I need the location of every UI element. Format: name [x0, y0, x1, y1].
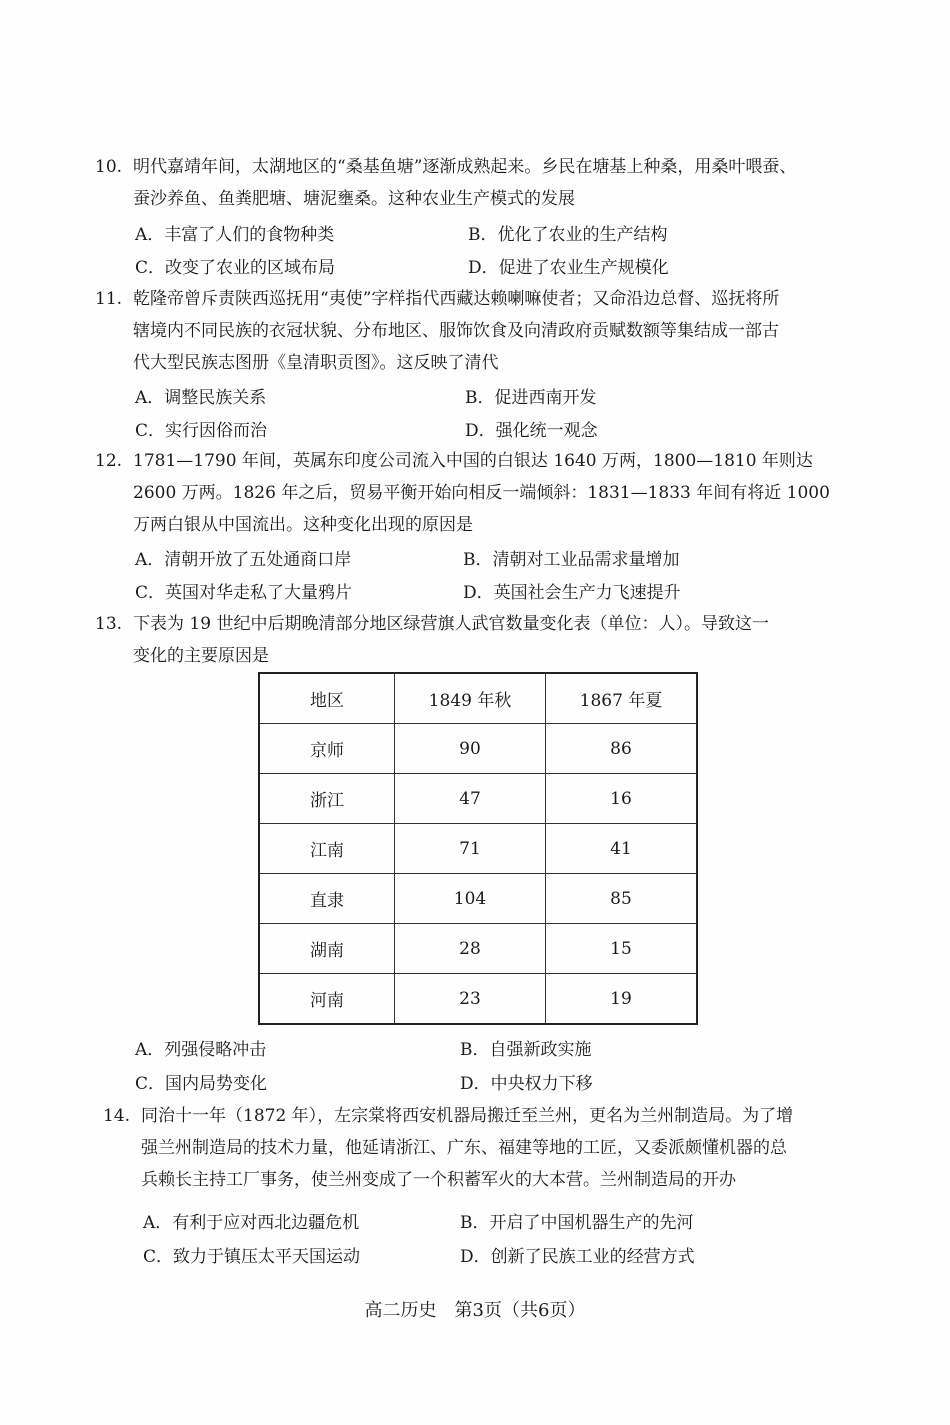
table-cell: 71	[395, 824, 546, 874]
table-cell: 直隶	[259, 874, 395, 924]
option-b[interactable]: B．开启了中国机器生产的先河	[460, 1213, 694, 1233]
option-b[interactable]: B．自强新政实施	[460, 1040, 592, 1060]
question-text: 1781—1790 年间，英属东印度公司流入中国的白银达 1640 万两，1800—1810 年则达	[133, 451, 813, 471]
option-d[interactable]: D．英国社会生产力飞速提升	[463, 583, 681, 603]
table-cell: 京师	[259, 724, 395, 774]
question-text: 2600 万两。1826 年之后，贸易平衡开始向相反一端倾斜：1831—1833 年间有将近 1000	[133, 483, 830, 503]
table-header: 1867 年夏	[546, 673, 698, 724]
table-cell: 23	[395, 974, 546, 1025]
question-text: 变化的主要原因是	[133, 646, 269, 666]
option-c[interactable]: C．改变了农业的区域布局	[135, 258, 336, 278]
table-header: 地区	[259, 673, 395, 724]
option-b[interactable]: B．促进西南开发	[465, 388, 597, 408]
question-number: 10.	[95, 157, 123, 177]
option-c[interactable]: C．致力于镇压太平天国运动	[143, 1247, 361, 1267]
question-number: 13.	[95, 614, 123, 634]
table-header: 1849 年秋	[395, 673, 546, 724]
question-10	[95, 151, 855, 215]
table-cell: 河南	[259, 974, 395, 1025]
table-cell: 16	[546, 774, 698, 824]
option-a[interactable]: A．调整民族关系	[135, 388, 267, 408]
question-13	[95, 608, 855, 672]
question-number: 12.	[95, 451, 123, 471]
table-cell: 85	[546, 874, 698, 924]
question-number: 11.	[95, 289, 123, 309]
table-row	[259, 874, 697, 924]
table-cell: 90	[395, 724, 546, 774]
option-a[interactable]: A．清朝开放了五处通商口岸	[135, 550, 352, 570]
table-header-row	[259, 673, 697, 724]
option-a[interactable]: A．丰富了人们的食物种类	[135, 225, 335, 245]
question-text: 同治十一年（1872 年），左宗棠将西安机器局搬迁至兰州，更名为兰州制造局。为了增	[141, 1106, 794, 1126]
table-cell: 104	[395, 874, 546, 924]
question-text: 代大型民族志图册《皇清职贡图》。这反映了清代	[133, 353, 499, 373]
question-number: 14.	[103, 1106, 131, 1126]
question-text: 蚕沙养鱼、鱼粪肥塘、塘泥壅桑。这种农业生产模式的发展	[133, 189, 575, 209]
option-d[interactable]: D．促进了农业生产规模化	[468, 258, 669, 278]
question-text: 乾隆帝曾斥责陕西巡抚用“夷使”字样指代西藏达赖喇嘛使者；又命沿边总督、巡抚将所	[133, 289, 780, 309]
table-cell: 41	[546, 824, 698, 874]
option-c[interactable]: C．实行因俗而治	[135, 421, 268, 441]
option-d[interactable]: D．中央权力下移	[460, 1074, 593, 1094]
table-row	[259, 924, 697, 974]
option-b[interactable]: B．清朝对工业品需求量增加	[463, 550, 680, 570]
question-12	[95, 445, 855, 541]
option-d[interactable]: D．强化统一观念	[465, 421, 598, 441]
question-text: 明代嘉靖年间，太湖地区的“桑基鱼塘”逐渐成熟起来。乡民在塘基上种桑，用桑叶喂蚕、	[133, 157, 797, 177]
question-11	[95, 283, 855, 379]
question-text: 万两白银从中国流出。这种变化出现的原因是	[133, 515, 473, 535]
option-a[interactable]: A．列强侵略冲击	[135, 1040, 267, 1060]
table-row	[259, 974, 697, 1025]
option-b[interactable]: B．优化了农业的生产结构	[468, 225, 668, 245]
option-c[interactable]: C．英国对华走私了大量鸦片	[135, 583, 353, 603]
question-text: 强兰州制造局的技术力量，他延请浙江、广东、福建等地的工匠，又委派颇懂机器的总	[141, 1138, 787, 1158]
question-14	[103, 1100, 863, 1196]
table-row	[259, 824, 697, 874]
table-row	[259, 724, 697, 774]
table-cell: 28	[395, 924, 546, 974]
option-c[interactable]: C．国内局势变化	[135, 1074, 268, 1094]
table-cell: 湖南	[259, 924, 395, 974]
table-cell: 86	[546, 724, 698, 774]
table-cell: 江南	[259, 824, 395, 874]
question-text: 辖境内不同民族的衣冠状貌、分布地区、服饰饮食及向清政府贡赋数额等集结成一部古	[133, 321, 779, 341]
table-cell: 15	[546, 924, 698, 974]
table-cell: 浙江	[259, 774, 395, 824]
question-text: 兵赖长主持工厂事务，使兰州变成了一个积蓄军火的大本营。兰州制造局的开办	[141, 1170, 736, 1190]
data-table	[258, 672, 698, 1025]
option-d[interactable]: D．创新了民族工业的经营方式	[460, 1247, 695, 1267]
option-a[interactable]: A．有利于应对西北边疆危机	[143, 1213, 360, 1233]
table-cell: 19	[546, 974, 698, 1025]
question-text: 下表为 19 世纪中后期晚清部分地区绿营旗人武官数量变化表（单位：人）。导致这一	[133, 614, 769, 634]
table-row	[259, 774, 697, 824]
page-footer: 高二历史 第3页（共6页）	[364, 1300, 586, 1321]
table-cell: 47	[395, 774, 546, 824]
